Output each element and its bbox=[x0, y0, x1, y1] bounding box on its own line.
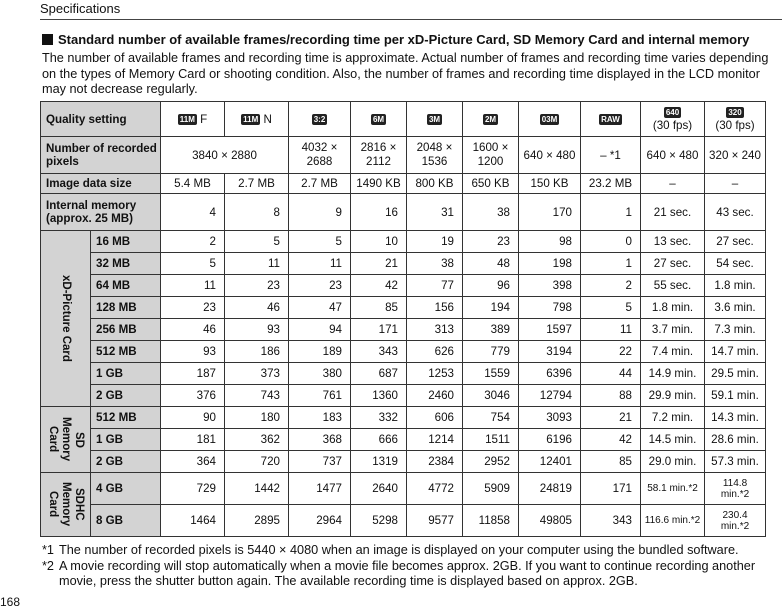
internal-cell: 9 bbox=[289, 194, 351, 231]
value-cell: 313 bbox=[407, 319, 463, 341]
value-cell: 49805 bbox=[519, 505, 581, 537]
quality-setting-label: Quality setting bbox=[41, 102, 161, 137]
internal-cell: 31 bbox=[407, 194, 463, 231]
value-cell: 362 bbox=[225, 429, 289, 451]
pixels-cell: 3840 × 2880 bbox=[161, 137, 289, 174]
value-cell: 364 bbox=[161, 451, 225, 473]
page-number: 168 bbox=[0, 595, 21, 609]
value-cell: 2895 bbox=[225, 505, 289, 537]
footnote-text: The number of recorded pixels is 5440 × 4080 when an image is displayed on your computer using the bundled software. bbox=[59, 543, 739, 557]
internal-memory-label: Internal memory (approx. 25 MB) bbox=[41, 194, 161, 231]
quality-text: (30 fps) bbox=[652, 119, 693, 132]
footnote bbox=[42, 559, 778, 590]
capacity-label: 512 MB bbox=[91, 341, 161, 363]
size-cell: 650 KB bbox=[463, 174, 519, 194]
capacity-label: 2 GB bbox=[91, 385, 161, 407]
value-cell: 58.1 min.*2 bbox=[641, 473, 705, 505]
value-cell: 48 bbox=[463, 253, 519, 275]
pixels-cell: 640 × 480 bbox=[519, 137, 581, 174]
value-cell: 23 bbox=[225, 275, 289, 297]
value-cell: 729 bbox=[161, 473, 225, 505]
specification-table bbox=[40, 101, 766, 537]
value-cell: 186 bbox=[225, 341, 289, 363]
quality-text: (30 fps) bbox=[715, 119, 755, 132]
value-cell: 6196 bbox=[519, 429, 581, 451]
value-cell: 10 bbox=[351, 231, 407, 253]
value-cell: 5298 bbox=[351, 505, 407, 537]
value-cell: 1.8 min. bbox=[705, 275, 766, 297]
value-cell: 1 bbox=[581, 253, 641, 275]
value-cell: 11858 bbox=[463, 505, 519, 537]
quality-badge-icon: 03M bbox=[541, 114, 558, 124]
group-label-text: SD Memory Card bbox=[47, 417, 85, 462]
quality-badge-icon: RAW bbox=[601, 114, 620, 124]
value-cell: 171 bbox=[581, 473, 641, 505]
size-cell: 150 KB bbox=[519, 174, 581, 194]
quality-cell bbox=[641, 102, 705, 137]
value-cell: 761 bbox=[289, 385, 351, 407]
value-cell: 22 bbox=[581, 341, 641, 363]
value-cell: 27 sec. bbox=[705, 231, 766, 253]
table-row bbox=[41, 505, 766, 537]
capacity-label: 4 GB bbox=[91, 473, 161, 505]
value-cell: 11 bbox=[581, 319, 641, 341]
quality-cell bbox=[581, 102, 641, 137]
value-cell: 1464 bbox=[161, 505, 225, 537]
size-cell: 2.7 MB bbox=[289, 174, 351, 194]
value-cell: 93 bbox=[161, 341, 225, 363]
footnotes bbox=[42, 543, 778, 590]
header-title: Specifications bbox=[40, 1, 121, 16]
value-cell: 23 bbox=[161, 297, 225, 319]
value-cell: 189 bbox=[289, 341, 351, 363]
value-cell: 44 bbox=[581, 363, 641, 385]
value-cell: 1.8 min. bbox=[641, 297, 705, 319]
recorded-pixels-label: Number of recorded pixels bbox=[41, 137, 161, 174]
value-cell: 1253 bbox=[407, 363, 463, 385]
table-row bbox=[41, 275, 766, 297]
pixels-cell: 320 × 240 bbox=[705, 137, 766, 174]
value-cell: 743 bbox=[225, 385, 289, 407]
table-row bbox=[41, 363, 766, 385]
table-row bbox=[41, 429, 766, 451]
value-cell: 55 sec. bbox=[641, 275, 705, 297]
value-cell: 2 bbox=[581, 275, 641, 297]
value-cell: 156 bbox=[407, 297, 463, 319]
value-cell: 1214 bbox=[407, 429, 463, 451]
pixels-cell: 640 × 480 bbox=[641, 137, 705, 174]
value-cell: 77 bbox=[407, 275, 463, 297]
footnote-marker: *1 bbox=[42, 543, 54, 557]
value-cell: 3.7 min. bbox=[641, 319, 705, 341]
value-cell: 0 bbox=[581, 231, 641, 253]
size-cell: 23.2 MB bbox=[581, 174, 641, 194]
quality-cell bbox=[463, 102, 519, 137]
quality-badge-icon: 320 bbox=[728, 108, 742, 117]
value-cell: 54 sec. bbox=[705, 253, 766, 275]
table-row bbox=[41, 407, 766, 429]
pixels-cell: 2816 × 2112 bbox=[351, 137, 407, 174]
internal-cell: 16 bbox=[351, 194, 407, 231]
value-cell: 1442 bbox=[225, 473, 289, 505]
value-cell: 1597 bbox=[519, 319, 581, 341]
table-row bbox=[41, 102, 766, 137]
value-cell: 376 bbox=[161, 385, 225, 407]
value-cell: 116.6 min.*2 bbox=[641, 505, 705, 537]
value-cell: 5 bbox=[289, 231, 351, 253]
section-title-text: Standard number of available frames/recording time per xD-Picture Card, SD Memory Card and internal memory bbox=[58, 32, 750, 47]
table-row bbox=[41, 174, 766, 194]
value-cell: 93 bbox=[225, 319, 289, 341]
value-cell: 3093 bbox=[519, 407, 581, 429]
value-cell: 14.5 min. bbox=[641, 429, 705, 451]
internal-cell: 21 sec. bbox=[641, 194, 705, 231]
group-label bbox=[41, 407, 91, 473]
capacity-label: 16 MB bbox=[91, 231, 161, 253]
value-cell: 11 bbox=[161, 275, 225, 297]
quality-cell bbox=[407, 102, 463, 137]
table-row bbox=[41, 137, 766, 174]
value-cell: 6396 bbox=[519, 363, 581, 385]
table-row bbox=[41, 297, 766, 319]
value-cell: 1360 bbox=[351, 385, 407, 407]
value-cell: 12401 bbox=[519, 451, 581, 473]
value-cell: 737 bbox=[289, 451, 351, 473]
value-cell: 5 bbox=[161, 253, 225, 275]
value-cell: 57.3 min. bbox=[705, 451, 766, 473]
value-cell: 14.9 min. bbox=[641, 363, 705, 385]
value-cell: 46 bbox=[225, 297, 289, 319]
value-cell: 94 bbox=[289, 319, 351, 341]
value-cell: 21 bbox=[351, 253, 407, 275]
footnote-text: A movie recording will stop automatically when a movie file becomes approx. 2GB. If you want to continue recording another movie, press the shutter button again. The available recording time is displayed based on approx. 2GB. bbox=[59, 558, 756, 588]
value-cell: 230.4 min.*2 bbox=[705, 505, 766, 537]
value-cell: 85 bbox=[581, 451, 641, 473]
quality-cell bbox=[225, 102, 289, 137]
value-cell: 38 bbox=[407, 253, 463, 275]
value-cell: 181 bbox=[161, 429, 225, 451]
quality-badge-icon: 640 bbox=[665, 108, 680, 117]
value-cell: 2640 bbox=[351, 473, 407, 505]
value-cell: 7.3 min. bbox=[705, 319, 766, 341]
capacity-label: 2 GB bbox=[91, 451, 161, 473]
value-cell: 85 bbox=[351, 297, 407, 319]
quality-text: N bbox=[263, 112, 272, 126]
quality-text: F bbox=[200, 112, 208, 126]
value-cell: 389 bbox=[463, 319, 519, 341]
capacity-label: 128 MB bbox=[91, 297, 161, 319]
value-cell: 1559 bbox=[463, 363, 519, 385]
group-label bbox=[41, 231, 91, 407]
footnote bbox=[42, 543, 778, 559]
value-cell: 2 bbox=[161, 231, 225, 253]
value-cell: 380 bbox=[289, 363, 351, 385]
intro-paragraph: The number of available frames and recording time is approximate. Actual number of frames and recording time varies depending on the types of Memory Card or shooting condition. Also, the number of frames and recording time displayed in the LCD monitor may not decrease regularly. bbox=[42, 51, 769, 96]
size-cell: 800 KB bbox=[407, 174, 463, 194]
square-bullet-icon bbox=[42, 34, 53, 45]
value-cell: 21 bbox=[581, 407, 641, 429]
quality-cell bbox=[289, 102, 351, 137]
value-cell: 88 bbox=[581, 385, 641, 407]
value-cell: 5 bbox=[225, 231, 289, 253]
quality-badge-icon: 11M bbox=[243, 114, 259, 124]
pixels-cell: 1600 × 1200 bbox=[463, 137, 519, 174]
value-cell: 59.1 min. bbox=[705, 385, 766, 407]
value-cell: 4772 bbox=[407, 473, 463, 505]
value-cell: 398 bbox=[519, 275, 581, 297]
capacity-label: 64 MB bbox=[91, 275, 161, 297]
value-cell: 12794 bbox=[519, 385, 581, 407]
value-cell: 19 bbox=[407, 231, 463, 253]
pixels-cell: – *1 bbox=[581, 137, 641, 174]
value-cell: 3.6 min. bbox=[705, 297, 766, 319]
value-cell: 46 bbox=[161, 319, 225, 341]
value-cell: 187 bbox=[161, 363, 225, 385]
value-cell: 5909 bbox=[463, 473, 519, 505]
quality-badge-icon: 2M bbox=[484, 114, 497, 124]
value-cell: 2952 bbox=[463, 451, 519, 473]
page-header bbox=[40, 0, 782, 20]
quality-cell bbox=[705, 102, 766, 137]
value-cell: 90 bbox=[161, 407, 225, 429]
value-cell: 11 bbox=[289, 253, 351, 275]
value-cell: 2384 bbox=[407, 451, 463, 473]
value-cell: 24819 bbox=[519, 473, 581, 505]
value-cell: 42 bbox=[351, 275, 407, 297]
value-cell: 2964 bbox=[289, 505, 351, 537]
value-cell: 3194 bbox=[519, 341, 581, 363]
value-cell: 1477 bbox=[289, 473, 351, 505]
value-cell: 343 bbox=[581, 505, 641, 537]
value-cell: 626 bbox=[407, 341, 463, 363]
value-cell: 2460 bbox=[407, 385, 463, 407]
value-cell: 9577 bbox=[407, 505, 463, 537]
table-row bbox=[41, 319, 766, 341]
capacity-label: 1 GB bbox=[91, 429, 161, 451]
value-cell: 3046 bbox=[463, 385, 519, 407]
value-cell: 332 bbox=[351, 407, 407, 429]
table-row bbox=[41, 451, 766, 473]
size-cell: 5.4 MB bbox=[161, 174, 225, 194]
capacity-label: 256 MB bbox=[91, 319, 161, 341]
value-cell: 183 bbox=[289, 407, 351, 429]
value-cell: 14.3 min. bbox=[705, 407, 766, 429]
value-cell: 5 bbox=[581, 297, 641, 319]
pixels-cell: 2048 × 1536 bbox=[407, 137, 463, 174]
value-cell: 98 bbox=[519, 231, 581, 253]
value-cell: 29.9 min. bbox=[641, 385, 705, 407]
value-cell: 754 bbox=[463, 407, 519, 429]
value-cell: 373 bbox=[225, 363, 289, 385]
value-cell: 42 bbox=[581, 429, 641, 451]
value-cell: 7.4 min. bbox=[641, 341, 705, 363]
footnote-marker: *2 bbox=[42, 558, 54, 573]
quality-badge-icon: 3:2 bbox=[313, 114, 326, 124]
quality-cell bbox=[519, 102, 581, 137]
table-row bbox=[41, 231, 766, 253]
table-row bbox=[41, 473, 766, 505]
table-row bbox=[41, 253, 766, 275]
value-cell: 1319 bbox=[351, 451, 407, 473]
value-cell: 687 bbox=[351, 363, 407, 385]
size-cell: – bbox=[705, 174, 766, 194]
quality-badge-icon: 11M bbox=[179, 114, 195, 124]
quality-cell bbox=[351, 102, 407, 137]
size-cell: 2.7 MB bbox=[225, 174, 289, 194]
table-row bbox=[41, 385, 766, 407]
table-row bbox=[41, 194, 766, 231]
value-cell: 779 bbox=[463, 341, 519, 363]
internal-cell: 38 bbox=[463, 194, 519, 231]
value-cell: 13 sec. bbox=[641, 231, 705, 253]
internal-cell: 8 bbox=[225, 194, 289, 231]
value-cell: 14.7 min. bbox=[705, 341, 766, 363]
value-cell: 96 bbox=[463, 275, 519, 297]
internal-cell: 1 bbox=[581, 194, 641, 231]
value-cell: 29.5 min. bbox=[705, 363, 766, 385]
value-cell: 11 bbox=[225, 253, 289, 275]
capacity-label: 1 GB bbox=[91, 363, 161, 385]
value-cell: 343 bbox=[351, 341, 407, 363]
group-label-text: xD-Picture Card bbox=[60, 275, 72, 362]
quality-badge-icon: 6M bbox=[372, 114, 385, 124]
quality-badge-icon: 3M bbox=[428, 114, 441, 124]
size-cell: – bbox=[641, 174, 705, 194]
value-cell: 720 bbox=[225, 451, 289, 473]
value-cell: 198 bbox=[519, 253, 581, 275]
image-size-label: Image data size bbox=[41, 174, 161, 194]
value-cell: 1511 bbox=[463, 429, 519, 451]
internal-cell: 170 bbox=[519, 194, 581, 231]
internal-cell: 4 bbox=[161, 194, 225, 231]
group-label bbox=[41, 473, 91, 537]
value-cell: 798 bbox=[519, 297, 581, 319]
value-cell: 666 bbox=[351, 429, 407, 451]
value-cell: 29.0 min. bbox=[641, 451, 705, 473]
value-cell: 7.2 min. bbox=[641, 407, 705, 429]
group-label-text: SDHC Memory Card bbox=[47, 482, 85, 527]
value-cell: 606 bbox=[407, 407, 463, 429]
value-cell: 114.8 min.*2 bbox=[705, 473, 766, 505]
internal-cell: 43 sec. bbox=[705, 194, 766, 231]
quality-cell bbox=[161, 102, 225, 137]
value-cell: 194 bbox=[463, 297, 519, 319]
value-cell: 23 bbox=[289, 275, 351, 297]
section-title bbox=[42, 32, 749, 47]
capacity-label: 32 MB bbox=[91, 253, 161, 275]
value-cell: 180 bbox=[225, 407, 289, 429]
value-cell: 47 bbox=[289, 297, 351, 319]
pixels-cell: 4032 × 2688 bbox=[289, 137, 351, 174]
table-row bbox=[41, 341, 766, 363]
value-cell: 23 bbox=[463, 231, 519, 253]
value-cell: 28.6 min. bbox=[705, 429, 766, 451]
size-cell: 1490 KB bbox=[351, 174, 407, 194]
value-cell: 27 sec. bbox=[641, 253, 705, 275]
capacity-label: 512 MB bbox=[91, 407, 161, 429]
value-cell: 171 bbox=[351, 319, 407, 341]
value-cell: 368 bbox=[289, 429, 351, 451]
capacity-label: 8 GB bbox=[91, 505, 161, 537]
